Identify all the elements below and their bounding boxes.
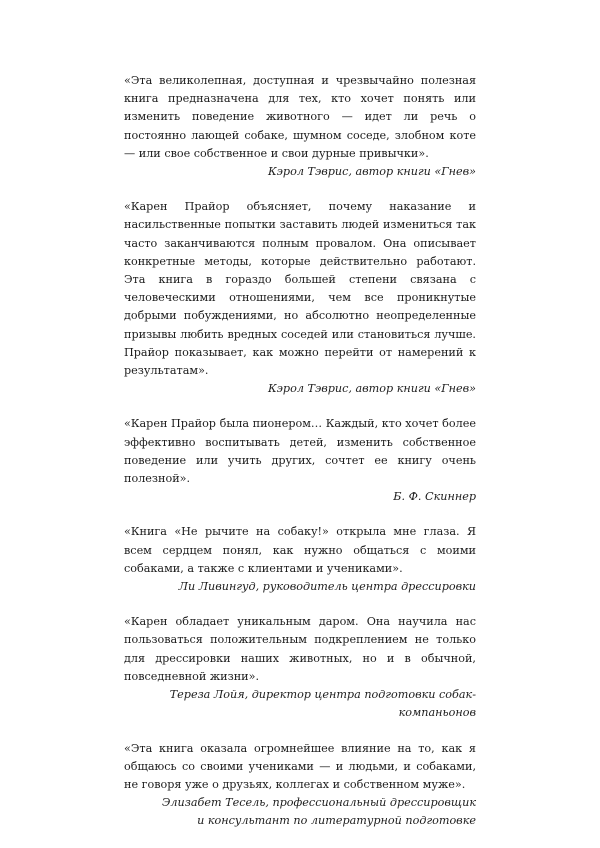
quote-text: «Эта книга оказала огромнейшее влияние на то, как я общаюсь со своими учениками — и людьми, и собаками, не говоря уже о друзьях, коллегах и собственном муже». — [124, 741, 476, 791]
quote-text: «Карен Прайор объясняет, почему наказание и насильственные попытки заставить людей измениться так часто заканчиваются полным провалом. Она описывает конкретные методы, которые действительно работают. Эта книга в гораздо большей степени связана с человеческими отношениями, чем все проникнутые добрыми побуждениями, но абсолютно неопределенные призывы любить вредных соседей или становиться лучше. Прайор показывает, как можно перейти от намерений к результатам». — [124, 200, 476, 378]
quote-attribution-line-2: и консультант по литературной подготовке — [197, 814, 476, 828]
quote-attribution: Кэрол Тэврис, автор книги «Гнев» — [268, 382, 476, 396]
quote-attribution: Б. Ф. Скиннер — [393, 490, 476, 504]
quote-attribution: Кэрол Тэврис, автор книги «Гнев» — [268, 165, 476, 179]
quote-attribution: Ли Ливингуд, руководитель центра дрессировки — [178, 580, 476, 594]
quote-attribution: Тереза Лойя, директор центра подготовки собак-компаньонов — [169, 688, 476, 720]
quote-3 — [124, 415, 476, 506]
quote-text: «Карен Прайор была пионером… Каждый, кто хочет более эффективно воспитывать детей, изменить собственное поведение или учить других, сочтет ее книгу очень полезной». — [124, 417, 476, 486]
quote-4 — [124, 523, 476, 596]
quote-2 — [124, 198, 476, 398]
quote-5 — [124, 613, 476, 722]
quote-text: «Карен обладает уникальным даром. Она научила нас пользоваться положительным подкреплением не только для дрессировки наших животных, но и в обычной, повседневной жизни». — [124, 615, 476, 683]
quote-1 — [124, 72, 476, 181]
quote-6 — [124, 740, 476, 831]
quote-text: «Книга «Не рычите на собаку!» открыла мне глаза. Я всем сердцем понял, как нужно общаться с моими собаками, а также с клиентами и учениками». — [124, 525, 476, 575]
quote-attribution: Элизабет Тесель, профессиональный дрессировщик — [161, 796, 476, 810]
quote-text: «Эта великолепная, доступная и чрезвычайно полезная книга предназначена для тех, кто хочет понять или изменить поведение животного — идет ли речь о постоянно лающей собаке, шумном соседе, злобном коте — или свое собственное и свои дурные привычки». — [124, 74, 476, 160]
quotes-page — [124, 72, 476, 848]
